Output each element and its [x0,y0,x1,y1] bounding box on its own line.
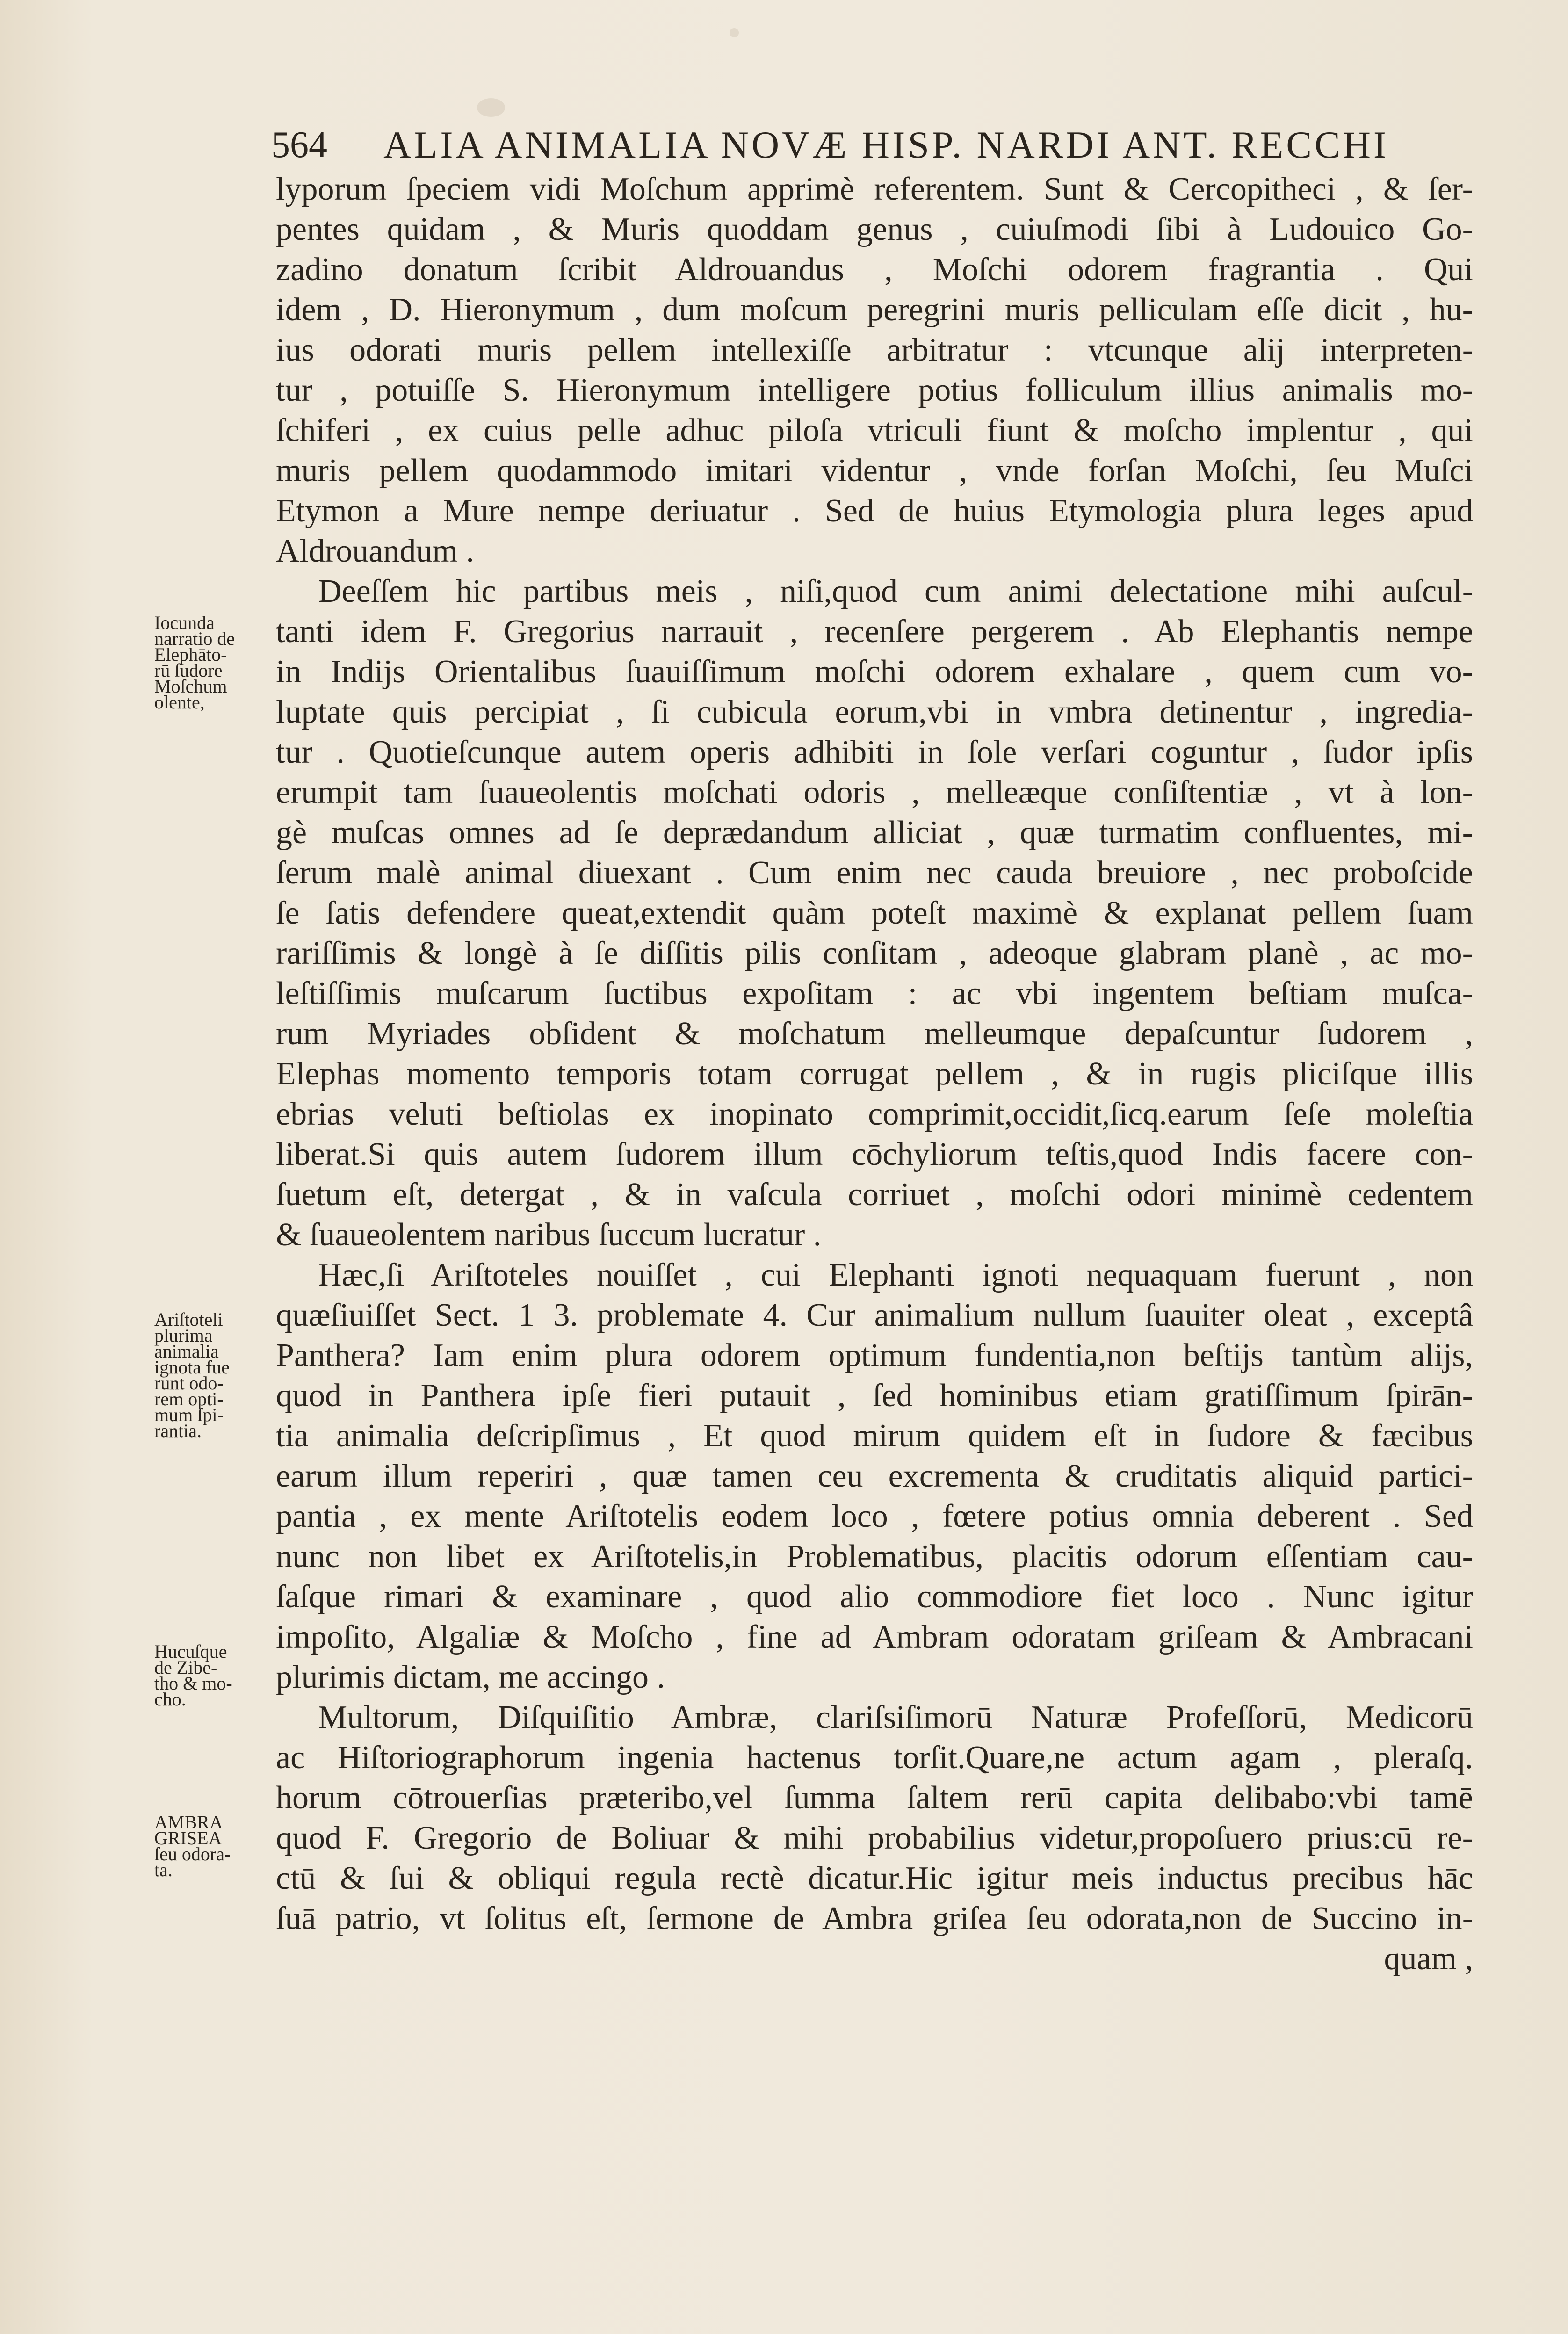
margin-note-line: Hucuſque [154,1641,227,1662]
margin-note-line: Moſchum [154,676,227,697]
margin-note-iocunda [154,612,271,713]
margin-note-line: cho. [154,1689,186,1710]
text-line: ſe ſatis defendere queat,extendit quàm poteſt maximè & explanat pellem ſuam [276,895,1473,931]
text-line: gè muſcas omnes ad ſe deprædandum alliciat , quæ turmatim confluentes, mi- [276,815,1473,851]
text-line: ebrias veluti beſtiolas ex inopinato comprimit,occidit,ſicq.earum ſeſe moleſtia [276,1096,1473,1132]
margin-note-line: animalia [154,1341,219,1362]
text-line: muris pellem quodammodo imitari videntur , vnde forſan Moſchi, ſeu Muſci [276,453,1473,489]
margin-note-line: ignota fue [154,1357,230,1378]
margin-note-line: Ariſtoteli [154,1309,223,1330]
text-line: tur , potuiſſe S. Hieronymum intelligere potius folliculum illius animalis mo- [276,372,1473,408]
margin-note-line: ſeu odora- [154,1843,231,1864]
margin-note-hucusque [154,1641,271,1710]
text-line: idem , D. Hieronymum , dum moſcum peregrini muris pelliculam eſſe dicit , hu- [276,292,1473,328]
text-line: plurimis dictam, me accingo . [276,1659,665,1695]
text-line: nunc non libet ex Ariſtotelis,in Problematibus, placitis odorum eſſentiam cau- [276,1539,1473,1575]
margin-note-line: narratio de [154,628,235,649]
text-line: rum Myriades obſident & moſchatum melleumque depaſcuntur ſudorem , [276,1016,1473,1052]
main-text [276,169,1473,1979]
text-line: Deeſſem hic partibus meis , niſi,quod cum animi delectatione mihi auſcul- [318,573,1473,609]
text-line: Hæc,ſi Ariſtoteles nouiſſet , cui Elephanti ignoti nequaquam fuerunt , non [318,1257,1473,1293]
paper-stain [477,98,505,117]
text-line: ſuā patrio, vt ſolitus eſt, ſermone de Ambra griſea ſeu odorata,non de Succino in- [276,1900,1473,1937]
margin-note-line: runt odo- [154,1373,224,1394]
margin-note-line: AMBRA [154,1812,223,1833]
text-line: rariſſimis & longè à ſe diſſitis pilis conſitam , adeoque glabram planè , ac mo- [276,935,1473,971]
text-line: impoſito, Algaliæ & Moſcho , fine ad Ambram odoratam griſeam & Ambracani [276,1619,1473,1655]
text-line: Etymon a Mure nempe deriuatur . Sed de huius Etymologia plura leges apud [276,493,1473,529]
text-line: erumpit tam ſuaueolentis moſchati odoris , melleæque conſiſtentiæ , vt à lon- [276,774,1473,810]
text-line: ſaſque rimari & examinare , quod alio commodiore fiet loco . Nunc igitur [276,1579,1473,1615]
text-line: tur . Quotieſcunque autem operis adhibiti in ſole verſari coguntur , ſudor ipſis [276,734,1473,770]
text-line: ius odorati muris pellem intellexiſſe arbitratur : vtcunque alij interpreten- [276,332,1473,368]
margin-note-aristoteli [154,1309,271,1441]
text-line: quæſiuiſſet Sect. 1 3. problemate 4. Cur animalium nullum ſuauiter oleat , exceptâ [276,1297,1473,1333]
text-line: tanti idem F. Gregorius narrauit , recenſere pergerem . Ab Elephantis nempe [276,614,1473,650]
margin-note-line: rū ſudore [154,660,223,681]
page-header [271,119,1496,171]
margin-note-ambra-grisea [154,1814,271,1878]
text-line: quod F. Gregorio de Boliuar & mihi probabilius videtur,propoſuero prius:cū re- [276,1820,1473,1856]
text-line: quod in Panthera ipſe fieri putauit , ſed hominibus etiam gratiſſimum ſpirān- [276,1378,1473,1414]
text-line: horum cōtrouerſias præteribo,vel ſumma ſaltem rerū capita delibabo:vbi tamē [276,1780,1473,1816]
margin-note-line: de Zibe- [154,1657,217,1678]
text-line: liberat.Si quis autem ſudorem illum cōchyliorum teſtis,quod Indis facere con- [276,1136,1473,1172]
page-number: 564 [271,124,327,166]
text-line: ac Hiſtoriographorum ingenia hactenus torſit.Quare,ne actum agam , pleraſq. [276,1740,1473,1776]
text-line: in Indijs Orientalibus ſuauiſſimum moſchi odorem exhalare , quem cum vo- [276,654,1473,690]
text-line: ſchiferi , ex cuius pelle adhuc piloſa vtriculi fiunt & moſcho implentur , qui [276,412,1473,448]
text-line: earum illum reperiri , quæ tamen ceu excrementa & cruditatis aliquid partici- [276,1458,1473,1494]
margin-note-line: Iocunda [154,612,215,633]
margin-note-line: olente, [154,692,205,713]
margin-note-line: GRISEA [154,1828,222,1849]
text-line: Elephas momento temporis totam corrugat pellem , & in rugis pliciſque illis [276,1056,1473,1092]
text-line: ſuetum eſt, detergat , & in vaſcula corriuet , moſchi odori minimè cedentem [276,1177,1473,1213]
margin-note-line: plurima [154,1325,213,1346]
margin-note-line: mum ſpi- [154,1404,224,1425]
text-line: ſerum malè animal diuexant . Cum enim nec cauda breuiore , nec proboſcide [276,855,1473,891]
text-line: Multorum, Diſquiſitio Ambræ, clariſsiſimorū Naturæ Profeſſorū, Medicorū [318,1699,1473,1735]
text-line: pentes quidam , & Muris quoddam genus , cuiuſmodi ſibi à Ludouico Go- [276,211,1473,247]
text-line: Aldrouandum . [276,533,474,569]
margin-note-line: tho & mo- [154,1673,232,1694]
text-line: leſtiſſimis muſcarum ſuctibus expoſitam : ac vbi ingentem beſtiam muſca- [276,976,1473,1012]
text-line: tia animalia deſcripſimus , Et quod mirum quidem eſt in ſudore & fæcibus [276,1418,1473,1454]
margin-note-line: ta. [154,1859,173,1880]
running-title: ALIA ANIMALIA NOVÆ HISP. NARDI ANT. RECCHI [383,123,1389,166]
text-line: Panthera? Iam enim plura odorem optimum fundentia,non beſtijs tantùm alijs, [276,1337,1473,1373]
margin-note-line: rantia. [154,1420,202,1441]
text-line: zadino donatum ſcribit Aldrouandus , Moſchi odorem fragrantia . Qui [276,252,1473,288]
margin-note-line: Elephāto- [154,644,227,665]
text-line: luptate quis percipiat , ſi cubicula eorum,vbi in vmbra detinentur , ingredia- [276,694,1473,730]
text-line: ctū & ſui & obliqui regula rectè dicatur.Hic igitur meis inductus precibus hāc [276,1860,1473,1896]
text-line: lyporum ſpeciem vidi Moſchum apprimè referentem. Sunt & Cercopitheci , & ſer- [276,171,1473,207]
text-line: pantia , ex mente Ariſtotelis eodem loco , fœtere potius omnia deberent . Sed [276,1498,1473,1534]
text-line: quam , [1384,1941,1473,1977]
text-line: & ſuaueolentem naribus ſuccum lucratur . [276,1217,822,1253]
margin-note-line: rem opti- [154,1388,224,1409]
paper-stain [730,28,739,37]
